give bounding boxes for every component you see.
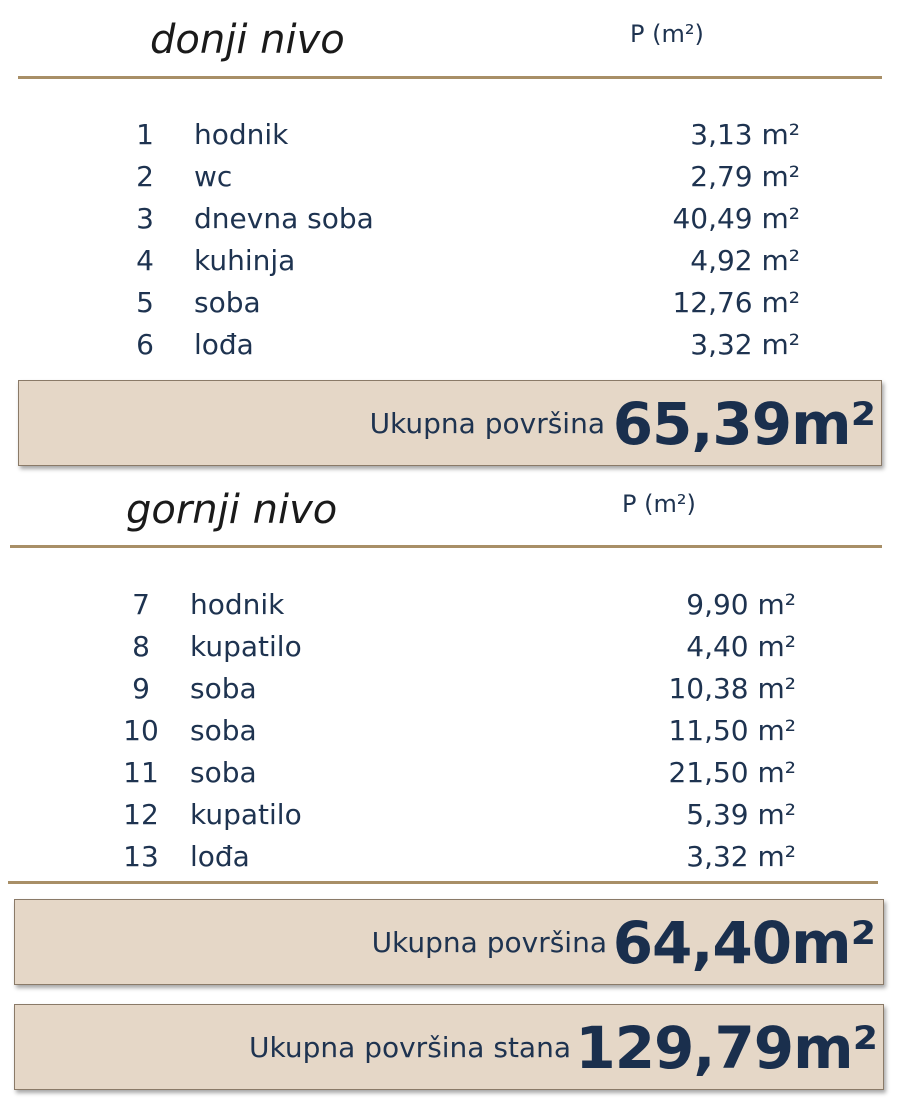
room-row [116,324,800,366]
room-number: 3 [136,202,154,235]
apartment-total-value: 129,79m² [575,1014,877,1082]
room-name: soba [190,714,257,747]
room-name: kupatilo [190,630,302,663]
room-row [112,584,796,626]
upper-room-list [112,584,796,878]
room-area: 9,90 m² [686,588,796,621]
room-row [112,752,796,794]
lower-header-divider [18,76,882,79]
room-number: 9 [132,672,150,705]
apartment-total-label: Ukupna površina stana [249,1031,571,1064]
room-area: 40,49 m² [672,202,800,235]
apartment-total-box [14,1004,884,1090]
upper-area-column-header: P (m²) [622,490,696,518]
room-area: 11,50 m² [668,714,796,747]
room-area: 12,76 m² [672,286,800,319]
upper-total-box [14,899,884,985]
room-area: 3,13 m² [690,118,800,151]
room-number: 8 [132,630,150,663]
lower-area-column-header: P (m²) [630,20,704,48]
lower-total-label: Ukupna površina [369,407,605,440]
room-name: lođa [190,840,250,873]
room-row [116,114,800,156]
room-number: 4 [136,244,154,277]
room-number: 6 [136,328,154,361]
room-area: 4,40 m² [686,630,796,663]
room-row [112,710,796,752]
room-row [112,794,796,836]
room-number: 2 [136,160,154,193]
room-area: 3,32 m² [690,328,800,361]
room-row [116,156,800,198]
room-name: lođa [194,328,254,361]
room-name: soba [190,672,257,705]
room-area: 4,92 m² [690,244,800,277]
upper-level-title: gornji nivo [126,487,338,533]
upper-header-divider [10,545,882,548]
room-name: hodnik [190,588,285,621]
room-name: kuhinja [194,244,296,277]
room-row [116,198,800,240]
room-number: 10 [123,714,159,747]
room-row [112,836,796,878]
room-name: soba [190,756,257,789]
room-name: wc [194,160,233,193]
room-row [112,668,796,710]
room-number: 13 [123,840,159,873]
lower-room-list [116,114,800,366]
room-number: 11 [123,756,159,789]
upper-total-value: 64,40m² [612,909,875,977]
room-name: hodnik [194,118,289,151]
room-row [116,240,800,282]
upper-list-divider [8,881,878,884]
room-number: 12 [123,798,159,831]
room-number: 1 [136,118,154,151]
upper-total-label: Ukupna površina [371,926,607,959]
room-number: 7 [132,588,150,621]
lower-level-title: donji nivo [150,17,345,63]
lower-total-value: 65,39m² [612,390,875,458]
room-row [112,626,796,668]
room-name: kupatilo [190,798,302,831]
room-name: soba [194,286,261,319]
room-area: 10,38 m² [668,672,796,705]
room-row [116,282,800,324]
room-area: 2,79 m² [690,160,800,193]
room-number: 5 [136,286,154,319]
room-area: 5,39 m² [686,798,796,831]
lower-total-box [18,380,882,466]
room-name: dnevna soba [194,202,374,235]
room-area: 3,32 m² [686,840,796,873]
room-area: 21,50 m² [668,756,796,789]
